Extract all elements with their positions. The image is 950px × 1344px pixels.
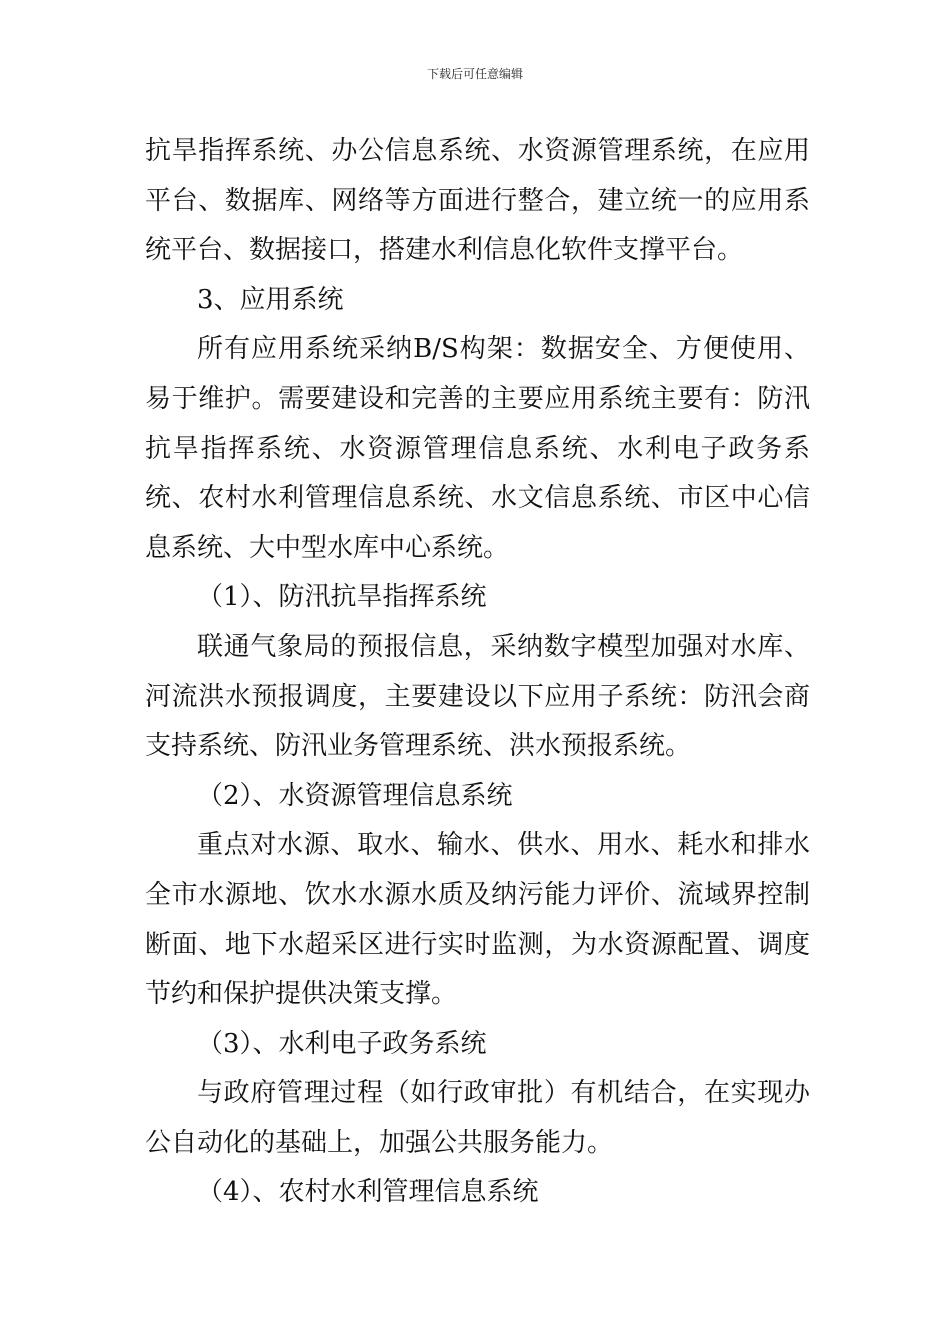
- paragraph-water-resources: 重点对水源、取水、输水、供水、用水、耗水和排水全市水源地、饮水水源水质及纳污能力评价、流域界控制断面、地下水超采区进行实时监测，为水资源配置、调度节约和保护提供决策支撑。: [145, 830, 810, 1010]
- paragraph-flood-control: 联通气象局的预报信息，采纳数字模型加强对水库、河流洪水预报调度，主要建设以下应用子系统：防汛会商支持系统、防汛业务管理系统、洪水预报系统。: [145, 631, 810, 762]
- subsection-heading-water-resources: （2）、水资源管理信息系统: [197, 780, 513, 811]
- paragraph-e-government: 与政府管理过程（如行政审批）有机结合，在实现办公自动化的基础上，加强公共服务能力。: [145, 1078, 810, 1158]
- section-heading-application-systems: 3、应用系统: [197, 284, 344, 315]
- subsection-heading-e-government: （3）、水利电子政务系统: [197, 1028, 487, 1059]
- subsection-heading-flood-control: （1）、防汛抗旱指挥系统: [197, 582, 487, 613]
- subsection-heading-rural-water: （4）、农村水利管理信息系统: [197, 1177, 539, 1208]
- document-body: [145, 127, 810, 1218]
- page-header: 下载后可任意编辑: [426, 67, 523, 81]
- paragraph-continued: 抗旱指挥系统、办公信息系统、水资源管理系统，在应用平台、数据库、网络等方面进行整合，建立统一的应用系统平台、数据接口，搭建水利信息化软件支撑平台。: [145, 136, 810, 266]
- paragraph-application-overview: 所有应用系统采纳B/S构架：数据安全、方便使用、易于维护。需要建设和完善的主要应用系统主要有：防汛抗旱指挥系统、水资源管理信息系统、水利电子政务系统、农村水利管理信息系统、水文信息系统、市区中心信息系统、大中型水库中心系统。: [145, 334, 810, 563]
